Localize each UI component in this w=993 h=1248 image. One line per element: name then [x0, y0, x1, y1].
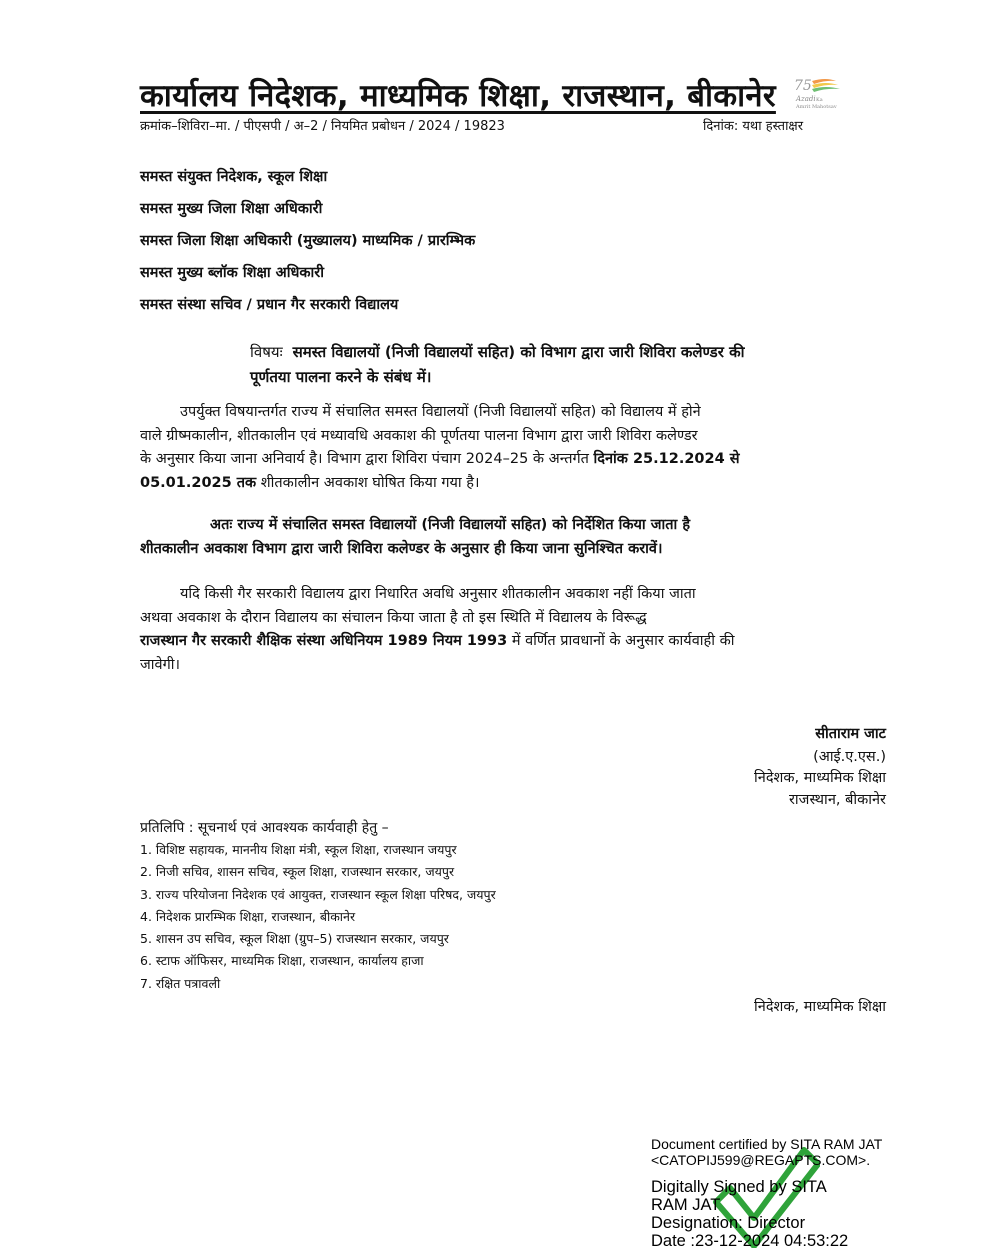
- recipient-item: समस्त संयुक्त निदेशक, स्कूल शिक्षा: [140, 169, 328, 185]
- svg-text:Ka: Ka: [816, 97, 823, 103]
- copy-to-item: 2. निजी सचिव, शासन सचिव, स्कूल शिक्षा, राजस्थान सरकार, जयपुर: [140, 864, 455, 880]
- copy-to-item: 7. रक्षित पत्रावली: [140, 975, 221, 991]
- svg-text:75: 75: [794, 78, 812, 94]
- certificate-line: Digitally Signed by SITA: [651, 1178, 827, 1196]
- paragraph-line: उपर्युक्त विषयान्तर्गत राज्य में संचालित समस्त विद्यालयों (निजी विद्यालयों सहित) को विद्यालय में होने: [180, 404, 701, 420]
- recipient-item: समस्त जिला शिक्षा अधिकारी (मुख्यालय) माध्यमिक / प्रारम्भिक: [140, 233, 476, 249]
- recipient-item: समस्त मुख्य ब्लॉक शिक्षा अधिकारी: [140, 265, 324, 281]
- subject-label: विषयः: [250, 343, 283, 361]
- act-reference: राजस्थान गैर सरकारी शैक्षिक संस्था अधिनियम 1989 नियम 1993: [140, 633, 508, 649]
- copy-to-item: 6. स्टाफ ऑफिसर, माध्यमिक शिक्षा, राजस्थान, कार्यालय हाजा: [140, 953, 424, 969]
- certificate-line: <CATOPIJ599@REGAPTS.COM>.: [651, 1152, 871, 1168]
- holiday-end-date: 05.01.2025 तक: [140, 474, 257, 491]
- signatory-name: सीताराम जाट: [815, 726, 886, 742]
- subject-block: [250, 340, 890, 390]
- paragraph-line: अथवा अवकाश के दौरान विद्यालय का संचालन किया जाता है तो इस स्थिति में विद्यालय के विरूद्ध: [140, 609, 647, 626]
- body-paragraph-2: [140, 514, 885, 561]
- paragraph-text: के अनुसार किया जाना अनिवार्य है। विभाग द्वारा शिविरा पंचाग 2024–25 के अन्तर्गत: [140, 451, 594, 467]
- certificate-line: RAM JAT: [651, 1196, 721, 1214]
- signatory-place: राजस्थान, बीकानेर: [789, 792, 886, 808]
- copy-to-heading: प्रतिलिपि : सूचनार्थ एवं आवश्यक कार्यवाही हेतु –: [140, 820, 389, 836]
- paragraph-text: में वर्णित प्रावधानों के अनुसार कार्यवाही की: [507, 633, 735, 649]
- holiday-start-date: दिनांक 25.12.2024 से: [593, 451, 740, 467]
- copy-to-item: 4. निदेशक प्रारम्भिक शिक्षा, राजस्थान, बीकानेर: [140, 908, 356, 924]
- body-paragraph-1: [140, 401, 885, 495]
- paragraph-line: जावेगी।: [140, 656, 180, 673]
- letter-date: दिनांक: यथा हस्ताक्षर: [703, 119, 804, 134]
- office-title: कार्यालय निदेशक, माध्यमिक शिक्षा, राजस्थान, बीकानेर: [140, 78, 776, 114]
- digital-signature-certificate: [651, 1136, 882, 1248]
- copy-to-list: [140, 840, 496, 996]
- recipient-item: समस्त मुख्य जिला शिक्षा अधिकारी: [140, 201, 323, 217]
- reference-number: क्रमांक–शिविरा–मा. / पीएसपी / अ–2 / नियमित प्रबोधन / 2024 / 19823: [140, 119, 505, 134]
- paragraph-text: शीतकालीन अवकाश घोषित किया गया है।: [256, 474, 480, 491]
- copy-to-item: 3. राज्य परियोजना निदेशक एवं आयुक्त, राजस्थान स्कूल शिक्षा परिषद, जयपुर: [140, 886, 496, 902]
- paragraph-line: वाले ग्रीष्मकालीन, शीतकालीन एवं मध्यावधि अवकाश की पूर्णतया पालना विभाग द्वारा जारी शिविरा कलेण्डर: [140, 427, 698, 444]
- paragraph-line: यदि किसी गैर सरकारी विद्यालय द्वारा निधारित अवधि अनुसार शीतकालीन अवकाश नहीं किया जाता: [180, 586, 696, 602]
- paragraph-line: अतः राज्य में संचालित समस्त विद्यालयों (निजी विद्यालयों सहित) को निर्देशित किया जाता है: [210, 517, 691, 533]
- body-paragraph-3: [140, 583, 885, 677]
- subject-text-line: पूर्णतया पालना करने के संबंध में।: [250, 368, 432, 386]
- certificate-line: Date :23-12-2024 04:53:22: [651, 1232, 849, 1248]
- azadi-ka-amrit-mahotsav-logo: [792, 77, 862, 111]
- certificate-line: Designation: Director: [651, 1214, 806, 1232]
- recipient-list: [140, 166, 475, 326]
- signatory-service: (आई.ए.एस.): [813, 749, 886, 765]
- signatory-designation: निदेशक, माध्यमिक शिक्षा: [754, 770, 886, 786]
- copy-to-item: 1. विशिष्ट सहायक, माननीय शिक्षा मंत्री, स्कूल शिक्षा, राजस्थान जयपुर: [140, 842, 457, 857]
- certificate-line: Document certified by SITA RAM JAT: [651, 1136, 883, 1152]
- svg-text:Amrit Mahotsav: Amrit Mahotsav: [796, 104, 837, 110]
- paragraph-line: शीतकालीन अवकाश विभाग द्वारा जारी शिविरा कलेण्डर के अनुसार ही किया जाना सुनिश्चित करावें।: [140, 540, 663, 557]
- copy-to-item: 5. शासन उप सचिव, स्कूल शिक्षा (ग्रुप–5) राजस्थान सरकार, जयपुर: [140, 931, 449, 947]
- subject-text-line: समस्त विद्यालयों (निजी विद्यालयों सहित) को विभाग द्वारा जारी शिविरा कलेण्डर की: [292, 343, 745, 361]
- recipient-item: समस्त संस्था सचिव / प्रधान गैर सरकारी विद्यालय: [140, 297, 399, 313]
- copy-to-signatory: निदेशक, माध्यमिक शिक्षा: [754, 999, 886, 1015]
- svg-text:Azadi: Azadi: [796, 95, 816, 103]
